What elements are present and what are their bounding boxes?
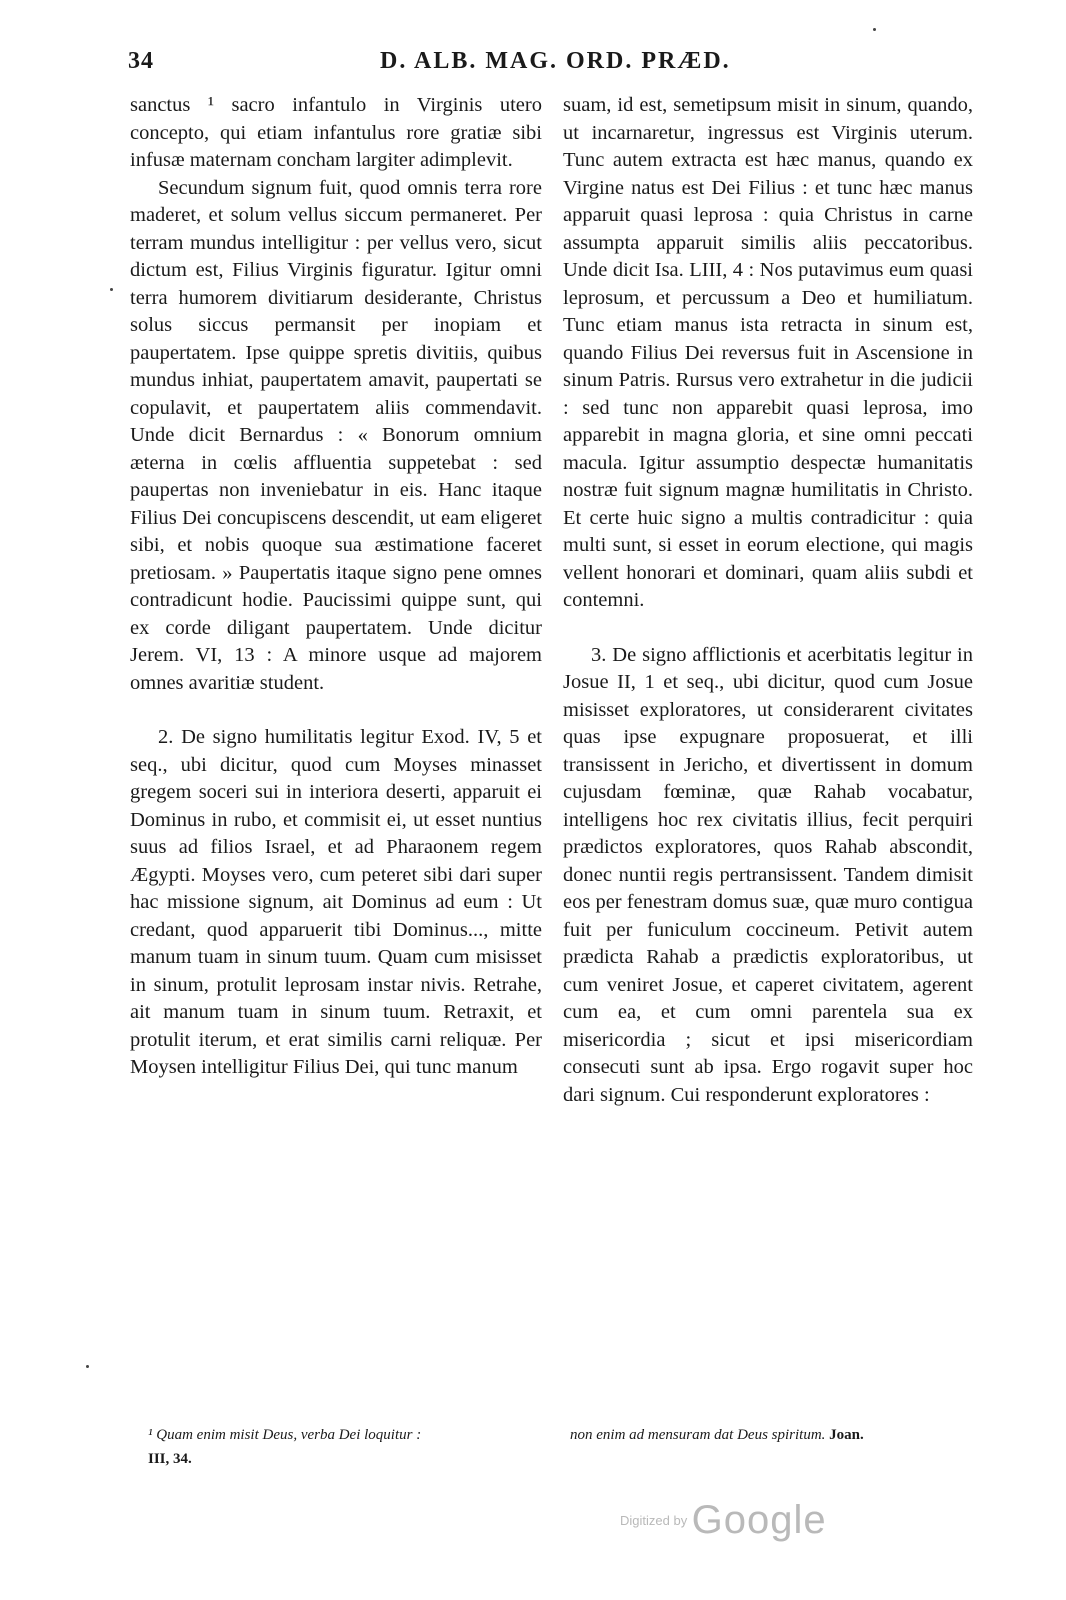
scan-speck (110, 288, 113, 291)
footnote-reference: III, 34. (148, 1451, 192, 1467)
paragraph: sanctus ¹ sacro infantulo in Virginis utero concepto, qui etiam infantulus rore gratiæ sibi infusæ maternam concham largiter adimplevit. (130, 94, 542, 171)
paragraph: suam, id est, semetipsum misit in sinum, quando, ut incarnaretur, ingressus est Virginis uterum. Tunc autem extracta est hæc manus, quando ex Virgine natus est Dei Filius : et tunc hæc manus apparuit quasi leprosa : quia Christus in carne assumpta apparuit similis aliis peccatoribus. Unde dicit Isa. LIII, 4 : Nos putavimus eum quasi leprosum, et percussum a Deo et humiliatum. Tunc etiam manus ista retracta in sinum est, quando Filius Dei reversus fuit in Ascensione in sinum Patris. Rursus vero extrahetur in die judicii : sed tunc non apparebit quasi leprosa, imo apparebit in magna gloria, et sine omni peccati macula. Igitur assumptio despectæ humanitatis nostræ fuit signum magnæ humilitatis in Christo. Et certe huic signo a multis contradicitur : quia multi sunt, si esset in eorum electione, qui magis vellent honorari et dominari, quam aliis subdi et contemni. (563, 94, 973, 611)
digitized-watermark (620, 1498, 827, 1543)
google-logo: Google (691, 1498, 827, 1542)
paragraph: Secundum signum fuit, quod omnis terra rore maderet, et solum vellus siccum permaneret. Per terram mundus intelligitur : per vellus vero, sicut dictum est, Filius Virginis figuratur. Igitur omni terra humorem divitiarum desiderante, Christus solus siccus permansit per inopiam et paupertatem. Ipse quippe spretis divitiis, quibus mundus inhiat, paupertatem amavit, paupertati se copulavit, et paupertatem aliis commendavit. Unde dicit Bernardus : « Bonorum omnium æterna in cœlis affluentia suppetebat : sed paupertas non inveniebatur in eis. Hanc itaque Filius Dei concupiscens descendit, ut eam eligeret sibi, et nobis quoque sua æstimatione faceret pretiosam. » Paupertatis itaque signo pene omnes contradicunt hodie. Paucissimi quippe sunt, qui ex corde diligant paupertatem. Unde dicitur Jerem. VI, 13 : A minore usque ad majorem omnes avaritiæ student. (130, 176, 542, 694)
footnote-reference: Joan. (829, 1427, 864, 1443)
paragraph: 2. De signo humilitatis legitur Exod. IV, 5 et seq., ubi dicitur, quod cum Moyses minasset gregem soceri sui in interiora deserti, apparuit ei Dominus in rubo, et commisit ei, ut esset nuntius suus ad filios Israel, et ad Pharaonem regem Ægypti. Moyses vero, cum peteret sibi dari super hac missione signum, ait Dominus ad eum : Ut credant, quod apparuerit tibi Dominus..., mitte manum tuam in sinum tuum. Quam cum misisset in sinum, protulit leprosam instar nivis. Retrahe, ait manum tuam in sinum tuum. Retraxit, et protulit iterum, et erat similis carni reliquæ. Per Moysen intelligitur Filius Dei, qui tunc manum (130, 726, 542, 1078)
footnote-left (148, 1423, 546, 1471)
footnote-right (570, 1423, 975, 1447)
right-column (563, 92, 973, 1109)
scan-speck (873, 28, 876, 31)
running-head: D. ALB. MAG. ORD. PRÆD. (380, 48, 731, 74)
paragraph: 3. De signo afflictionis et acerbitatis legitur in Josue II, 1 et seq., ubi dicitur, quod cum Josue misisset exploratores, ut considerarent civitates quas ipse expugnare proposuerat, et illi transissent in Jericho, et divertissent in domum cujusdam fœminæ, quæ Rahab vocabatur, intelligens hoc rex civitatis illius, fecit perquiri prædictos exploratores, quos Rahab abscondit, donec nuntii regis pertransissent. Tandem dimisit eos per fenestram domus suæ, quæ muro contigua fuit per funiculum coccineum. Petivit autem prædicta Rahab a prædictis exploratoribus, ut cum veniret Josue, et caperet civitatem, agerent cum ea, et cum omni parentela sua ex misericordia ; sicut et ipsi misericordiam consecuti sunt ab ipsa. Ergo rogavit super hoc dari signum. Cui responderunt exploratores : (563, 643, 973, 1106)
scan-speck (86, 1365, 89, 1368)
footnote-text: non enim ad mensuram dat Deus spiritum. (570, 1427, 826, 1443)
watermark-prefix: Digitized by (620, 1513, 688, 1528)
page-number: 34 (128, 48, 154, 74)
left-column (130, 92, 542, 1082)
footnote-text: ¹ Quam enim misit Deus, verba Dei loquitur : (148, 1427, 422, 1443)
